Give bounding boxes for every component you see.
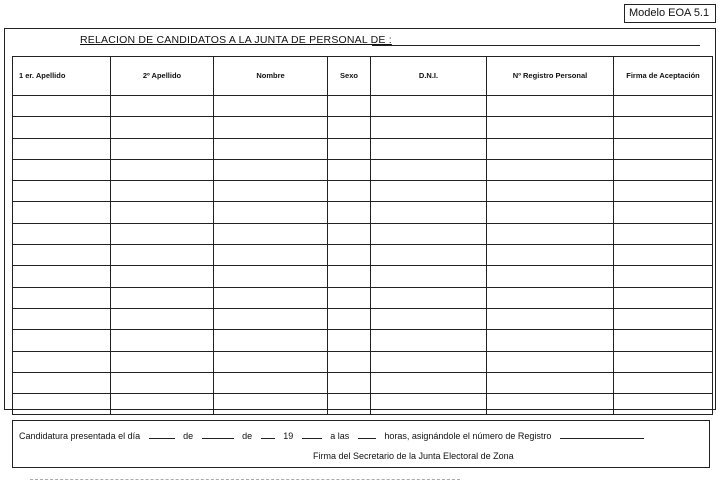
table-cell[interactable] (111, 159, 214, 180)
footer-text-hours: horas, asignándole el número de Registro (384, 431, 552, 441)
table-cell[interactable] (13, 117, 111, 138)
table-cell[interactable] (13, 181, 111, 202)
table-cell[interactable] (214, 245, 328, 266)
table-cell[interactable] (614, 287, 713, 308)
table-cell[interactable] (328, 287, 371, 308)
table-cell[interactable] (328, 138, 371, 159)
table-cell[interactable] (111, 287, 214, 308)
table-cell[interactable] (487, 394, 614, 415)
table-cell[interactable] (214, 351, 328, 372)
bottom-edge-line (30, 478, 460, 480)
table-row (13, 287, 713, 308)
table-cell[interactable] (214, 330, 328, 351)
table-cell[interactable] (214, 266, 328, 287)
year-blank[interactable] (302, 429, 322, 439)
table-cell[interactable] (214, 372, 328, 393)
footer-text-19: 19 (283, 431, 294, 441)
table-cell[interactable] (614, 394, 713, 415)
table-cell[interactable] (328, 181, 371, 202)
table-cell[interactable] (13, 96, 111, 117)
table-cell[interactable] (371, 266, 487, 287)
table-row (13, 372, 713, 393)
table-row (13, 202, 713, 223)
table-cell[interactable] (371, 202, 487, 223)
footer-text-de-2: de (242, 431, 253, 441)
table-cell[interactable] (487, 202, 614, 223)
table-cell[interactable] (614, 202, 713, 223)
footer-text-at: a las (330, 431, 350, 441)
table-row (13, 117, 713, 138)
table-row (13, 308, 713, 329)
table-row (13, 181, 713, 202)
table-cell[interactable] (614, 117, 713, 138)
table-cell[interactable] (214, 394, 328, 415)
table-cell[interactable] (328, 266, 371, 287)
table-cell[interactable] (111, 202, 214, 223)
table-cell[interactable] (111, 223, 214, 244)
table-cell[interactable] (487, 330, 614, 351)
table-cell[interactable] (328, 245, 371, 266)
table-cell[interactable] (487, 223, 614, 244)
table-cell[interactable] (371, 159, 487, 180)
table-row (13, 138, 713, 159)
table-cell[interactable] (487, 372, 614, 393)
table-cell[interactable] (111, 245, 214, 266)
table-cell[interactable] (371, 223, 487, 244)
table-cell[interactable] (487, 308, 614, 329)
table-cell[interactable] (214, 223, 328, 244)
table-cell[interactable] (328, 202, 371, 223)
secretary-signature-label: Firma del Secretario de la Junta Electoral de Zona (313, 451, 514, 461)
table-cell[interactable] (13, 223, 111, 244)
table-cell[interactable] (371, 117, 487, 138)
table-cell[interactable] (111, 372, 214, 393)
table-row (13, 245, 713, 266)
table-cell[interactable] (487, 266, 614, 287)
col-header-first-surname: 1 er. Apellido (13, 57, 111, 96)
table-row (13, 330, 713, 351)
day-blank[interactable] (149, 429, 175, 439)
table-cell[interactable] (614, 96, 713, 117)
table-cell[interactable] (614, 351, 713, 372)
table-cell[interactable] (371, 245, 487, 266)
table-cell[interactable] (614, 308, 713, 329)
table-cell[interactable] (328, 159, 371, 180)
col-header-registry: Nº Registro Personal (487, 57, 614, 96)
table-row (13, 351, 713, 372)
table-row (13, 96, 713, 117)
table-cell[interactable] (13, 372, 111, 393)
table-cell[interactable] (371, 372, 487, 393)
table-cell[interactable] (214, 308, 328, 329)
table-cell[interactable] (13, 202, 111, 223)
table-cell[interactable] (328, 330, 371, 351)
table-cell[interactable] (614, 245, 713, 266)
table-cell[interactable] (614, 181, 713, 202)
title-fill-line (372, 45, 700, 46)
table-cell[interactable] (214, 287, 328, 308)
table-cell[interactable] (13, 330, 111, 351)
table-cell[interactable] (614, 372, 713, 393)
table-cell[interactable] (487, 96, 614, 117)
table-cell[interactable] (214, 138, 328, 159)
table-row (13, 159, 713, 180)
table-cell[interactable] (111, 117, 214, 138)
col-header-signature: Firma de Aceptación (614, 57, 713, 96)
candidates-table (12, 56, 713, 415)
col-header-dni: D.N.I. (371, 57, 487, 96)
table-row (13, 223, 713, 244)
table-cell[interactable] (371, 330, 487, 351)
table-cell[interactable] (111, 351, 214, 372)
footer-text-presented: Candidatura presentada el día (19, 431, 141, 441)
table-cell[interactable] (13, 138, 111, 159)
footer-box (12, 420, 710, 468)
table-cell[interactable] (328, 223, 371, 244)
table-cell[interactable] (487, 181, 614, 202)
table-cell[interactable] (487, 159, 614, 180)
col-header-second-surname: 2º Apellido (111, 57, 214, 96)
form-model-label: Modelo EOA 5.1 (624, 4, 716, 23)
table-cell[interactable] (371, 96, 487, 117)
table-cell[interactable] (13, 266, 111, 287)
year-prefix-blank[interactable] (261, 429, 275, 439)
table-cell[interactable] (111, 138, 214, 159)
table-cell[interactable] (614, 159, 713, 180)
table-cell[interactable] (214, 181, 328, 202)
table-cell[interactable] (371, 308, 487, 329)
table-cell[interactable] (371, 351, 487, 372)
table-cell[interactable] (328, 394, 371, 415)
table-cell[interactable] (111, 266, 214, 287)
table-row (13, 394, 713, 415)
table-cell[interactable] (371, 287, 487, 308)
table-cell[interactable] (371, 138, 487, 159)
table-cell[interactable] (111, 394, 214, 415)
table-cell[interactable] (13, 159, 111, 180)
form-title: RELACION DE CANDIDATOS A LA JUNTA DE PERSONAL DE : (80, 34, 392, 46)
table-cell[interactable] (214, 202, 328, 223)
table-cell[interactable] (487, 245, 614, 266)
table-cell[interactable] (13, 308, 111, 329)
table-cell[interactable] (111, 181, 214, 202)
table-cell[interactable] (111, 330, 214, 351)
table-body (13, 96, 713, 415)
form-title-row (80, 34, 700, 48)
table-cell[interactable] (328, 372, 371, 393)
table-cell[interactable] (487, 287, 614, 308)
hour-blank[interactable] (358, 429, 376, 439)
table-row (13, 266, 713, 287)
footer-text-de-1: de (183, 431, 194, 441)
table-cell[interactable] (328, 351, 371, 372)
registry-number-blank[interactable] (560, 429, 644, 439)
table-header-row (13, 57, 713, 96)
col-header-name: Nombre (214, 57, 328, 96)
table-cell[interactable] (487, 138, 614, 159)
table-cell[interactable] (214, 117, 328, 138)
table-cell[interactable] (214, 159, 328, 180)
table-cell[interactable] (13, 394, 111, 415)
table-cell[interactable] (614, 330, 713, 351)
table-cell[interactable] (13, 245, 111, 266)
table-cell[interactable] (328, 96, 371, 117)
table-cell[interactable] (214, 96, 328, 117)
table-cell[interactable] (13, 351, 111, 372)
table-cell[interactable] (13, 287, 111, 308)
table-cell[interactable] (487, 351, 614, 372)
month-blank[interactable] (202, 429, 234, 439)
col-header-sex: Sexo (328, 57, 371, 96)
table-cell[interactable] (614, 138, 713, 159)
table-cell[interactable] (111, 96, 214, 117)
table-cell[interactable] (614, 266, 713, 287)
table-cell[interactable] (487, 117, 614, 138)
footer-statement (19, 429, 650, 441)
table-cell[interactable] (111, 308, 214, 329)
table-cell[interactable] (371, 394, 487, 415)
table-cell[interactable] (614, 223, 713, 244)
table-cell[interactable] (371, 181, 487, 202)
table-cell[interactable] (328, 308, 371, 329)
table-cell[interactable] (328, 117, 371, 138)
